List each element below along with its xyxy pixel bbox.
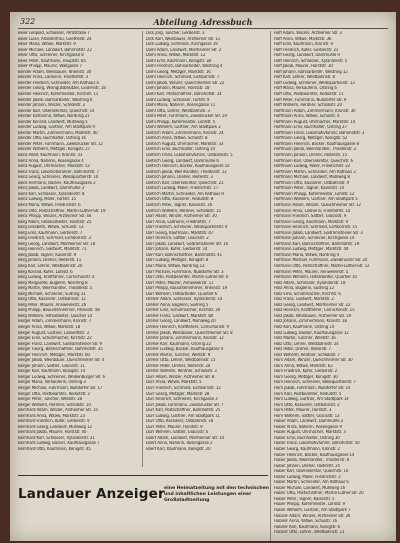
directory-entry: Benz Maria, Witwe, Friedrichstr. 6 <box>18 202 81 208</box>
directory-entry: Benz Franz, Lokomotivführer, Bahnhofstr. 7 <box>18 169 99 175</box>
directory-entry: Huber Johann, Dreher, Reiterstr. 25 <box>274 463 340 469</box>
directory-entry: Huber Karl, Obersekretär, Queichstr. 10 <box>274 469 349 475</box>
directory-entry: Berger Adam, Zimmermann, Kronstr. 7 <box>18 319 92 325</box>
directory-entry: Dörr Ludwig, Metzger, Königstr. 8 <box>146 258 209 264</box>
directory-entry: Hoff Jakob, Maurer, Horststr. 30 <box>274 64 333 70</box>
directory-entry: Beier Leopold, Schlosser, Amtstraße 7 <box>18 31 90 36</box>
directory-entry: Dörr Johann, Küfer, Gerberstr. 14 <box>146 247 208 253</box>
directory-entry: Holz Johann, Zimmermann, Kronstr. 18 <box>274 319 347 325</box>
directory-entry: Dürr Georg, Metzger, Marktstr. 28 <box>146 391 210 397</box>
directory-entry: Hofmann Otto, Postschaffner, Martin-Luther-Str. 12 <box>274 263 370 269</box>
directory-entry: Horn Wilhelm, Sattler, Glacisstr. 13 <box>274 413 340 419</box>
directory-entry: Hoffmann Martin, Schneider, Am Rathaus 2 <box>274 169 356 175</box>
directory-entry: Berg Margarete, Büglerin, Nordring 8 <box>18 280 88 286</box>
directory-entry: Berger Jakob, Weinbauer, Queichheimer Str. 4 <box>18 358 105 364</box>
directory-entry: Bender Konrad, Landwirt, Mühlweg 5 <box>18 119 88 125</box>
directory-entry: Diehl Philipp, Küfermeister, Löhlstr. 5 <box>146 119 216 125</box>
directory-entry: Bernhard Adam, Winzer, Arzheimer Str. 15 <box>18 408 98 414</box>
directory-entry: Hofmann Ludwig, Metzger, Marktstr. 44 <box>274 247 349 253</box>
directory-entry: Berg Johann, Dreher, Reiterstr. 11 <box>18 258 82 264</box>
directory-entry: Hofmann Michael, Fuhrmann, Zweibrücker Str. 20 <box>274 258 368 264</box>
directory-entry: Huber Michael, Landwirt, Mühlweg 16 <box>274 485 346 491</box>
directory-entry: Dörr Philipp, Bauunternehmer, Rheinstr. 19 <box>146 286 228 292</box>
directory-entry: Berg Peter, Maurer, Annweilerstr. 26 <box>18 302 87 308</box>
directory-entry: Dietrich Ludwig, Maler, Friedrichstr. 17 <box>146 186 219 192</box>
directory-entry: Hofmann Johann, Schreiner, Kirchgasse 14 <box>274 236 355 242</box>
directory-entry: Huber Anna, Näherin, Rosengasse 9 <box>274 424 342 430</box>
directory-entry: Huber Georg, Kaufmann, Kronstr. 2 <box>274 447 340 453</box>
directory-entry: Hofmann Karl, Bahnschaffner, Bahnhofstr. 19 <box>274 241 360 247</box>
directory-entry: Berg Heinrich, Gastwirt, Marktstr. 71 <box>18 247 87 253</box>
directory-entry: Dörr Peter, Maurer, Annweilerstr. 11 <box>146 280 214 286</box>
directory-entry: Holz Jakob, Weinbauer, Arzheimer Str. 19 <box>274 313 352 319</box>
directory-entry: Dörr Jakob, Landwirt, Godramsteiner Str. 16 <box>146 241 229 247</box>
directory-entry: Dietrich Otto, Kassierer, Reduitstr. 8 <box>146 197 214 203</box>
directory-entry: Dörr Maria, Witwe, Nordring 13 <box>146 263 205 269</box>
directory-entry: Berg Friedrich, Schmied, Eichbornstr. 3 <box>18 236 91 242</box>
directory-entry: Dreher Franz, Gastwirt, Marktstr. 80 <box>146 313 214 319</box>
directory-entry: Hofmann Georg, Kaufmann, Marktstr. 9 <box>274 219 348 225</box>
directory-entry: Dick Jörg, Tüncher, Gerberstr. 3 <box>146 31 205 36</box>
directory-entry: Hoff Friedrich, Küfer, Gerberstr. 21 <box>274 47 339 53</box>
directory-entry: Berg Adam, Fabrikarbeiter, Horststr. 25 <box>18 219 92 225</box>
directory-entry: Bernhard Georg, Landwirt, Mühlweg 12 <box>18 424 92 430</box>
directory-entry: Berger Anna, Witwe, Marktstr. 18 <box>18 324 81 330</box>
directory-entry: Hoffmann Emil, Buchhalter, Ostring 27 <box>274 125 347 131</box>
directory-entry: Horn Peter, Maurer, Horststr. 3 <box>274 408 332 414</box>
directory-entry: Diehl Georg, Metzger, Marktstr. 16 <box>146 69 211 75</box>
directory-entry: Berg Georg, Landwirt, Mörlheimer Str. 18 <box>18 241 96 247</box>
directory-entry: Bender Heinrich, Küfermeister, Kirchstr. 11 <box>18 92 99 98</box>
directory-entry: Dietrich Karl, Obersekretär, Queichstr. 21 <box>146 180 224 186</box>
directory-entry: Hoffmann Wilhelm, Gärtner, Am Stadtpark 5 <box>274 197 358 203</box>
directory-entry: Beier Otto, Schreiner, Kirchgasse 8 <box>18 53 84 59</box>
directory-entry: Horn Jakob, Fuhrmann, Nußdorfer Str. 14 <box>274 386 351 391</box>
directory-entry: Berg Philipp, Bauunternehmer, Rheinstr. 48 <box>18 308 100 314</box>
directory-entry: Dietrich Johann, Dreher, Reiterstr. 3 <box>146 175 213 181</box>
directory-entry: Bender Katharina, Witwe, Nordring 21 <box>18 114 90 120</box>
directory-entry: Beier Michael, Landwirt, Bahnhofstr. 22 <box>18 47 92 53</box>
directory-entry: Diehl Maria, Näherin, Rosengasse 11 <box>146 103 216 109</box>
directory-entry: Beier Philipp, Maurer, Wallgasse 7 <box>18 64 82 70</box>
directory-entry: Huber Adam, Landwirt, Dammühle 2 <box>274 419 344 425</box>
directory-entry: Benz Anna, Näherin, Rosengasse 4 <box>18 158 84 164</box>
directory-entry: Hoffmann Heinrich, Bäcker, Kaufhausgasse 8 <box>274 141 359 147</box>
directory-entry: Berg Elisabeth, Witwe, Schulstr. 13 <box>18 225 84 231</box>
directory-entry: Berg Otto, Kassierer, Ostbahnstr. 12 <box>18 297 86 303</box>
directory-entry: Hoffmann Jakob, Weinhändler, Theaterstr. 2 <box>274 147 357 153</box>
directory-entry: Huber Martin, Schneider, Am Rathaus 6 <box>274 480 349 486</box>
directory-entry: Benz Karl, Schlosser, Xylanderstr. 8 <box>18 191 85 197</box>
directory-entry: Dietrich Heinrich, Bäcker, Kaufhausgasse 10 <box>146 164 230 170</box>
directory-entry: Dörr Michael, Fuhrmann, Nußdorfer Str. 3 <box>146 269 224 275</box>
directory-entry: Ebert Anna, Näherin, Rosengasse 2 <box>146 441 213 447</box>
directory-entry: Holz Anna, Büglerin, Südring 12 <box>274 286 334 292</box>
directory-entry: Bender Martin, Zimmermann, Marktstr. 40 <box>18 130 98 136</box>
directory-entry: Dietrich August, Uhrmacher, Marktstr. 33 <box>146 141 224 147</box>
directory-entry: Holz Ludwig, Bäcker, Kaufhausgasse 12 <box>274 330 349 336</box>
directory-entry: Dreher Karl, Kaufmann, Ostring 22 <box>146 341 212 347</box>
directory-entry: Hoffmann Philipp, Küfermeister, Löhlstr. 12 <box>274 191 355 197</box>
directory-entry: Hoff Peter, Fuhrmann, Nußdorfer Str. 9 <box>274 97 347 103</box>
directory-entry: Berger Georg, Bahnschaffner, Bahnhofstr. 35 <box>18 347 103 353</box>
directory-entry: Hoffmann Karl, Obersekretär, Queichstr. 6 <box>274 158 353 164</box>
directory-entry: Dreher Georg, Landwirt, Mühlweg 20 <box>146 319 216 325</box>
directory-entry: Dietrich Adam, Zimmermann, Kronstr. 24 <box>146 130 224 136</box>
directory-entry: Hoffmann Georg, Metzger, Königstr. 52 <box>274 136 348 142</box>
directory-entry: Ebert Adam, Landwirt, Mörlheimer Str. 14 <box>146 435 224 441</box>
directory-entry: Benz Adolf, Kaufmann, Kronstr. 33 <box>18 153 83 159</box>
directory-entry: Holz Peter, Dreher, Reiterstr. 7 <box>274 347 331 353</box>
directory-entry: Dietrich Emil, Buchhalter, Ostring 10 <box>146 147 215 153</box>
directory-entry: Bernhard Ludwig, Bäcker, Kaufhausgasse 7 <box>18 441 100 447</box>
directory-entry: Berger Ludwig, Schreiner, Weißenburger Str. 6 <box>18 374 106 380</box>
directory-entry: Bender Jakob, Bahnarbeiter, Westring 6 <box>18 97 93 103</box>
directory-entry: Dietrich Anna, Witwe, Schulstr. 8 <box>146 136 208 142</box>
directory-entry: Hofmann Adam, Winzer, Queichheimer Str. 12 <box>274 202 361 208</box>
directory-entry: Huber August, Uhrmacher, Marktstr. 3 <box>274 430 346 436</box>
directory-entry: Bender Georg, Weingutsbesitzer, Lindenstr. 18 <box>18 86 106 92</box>
directory-entry: Dietrich Wilhelm, Rentner, Schloßstr. 15 <box>146 208 221 214</box>
directory-entry: Dietrich Georg, Landwirt, Dammühle 6 <box>146 158 219 164</box>
directory-entry: Hoff Ludwig, Schreiner, Weißquartierstr. 13 <box>274 80 355 86</box>
directory-entry: Berg Michael, Schreiner, Südring 31 <box>18 291 86 297</box>
directory-entry: Benz Philipp, Winzer, Arzheimer Str. 44 <box>18 214 92 220</box>
directory-entry: Dürr Peter, Maurer, Horststr. 9 <box>146 424 203 430</box>
directory-entry: Benz Hermann, Bäcker, Kaufhausgasse 2 <box>18 180 96 186</box>
directory-entry: Hoff Otto, Postbeamter, Reduitstr. 11 <box>274 92 344 98</box>
advertisement-title: Landauer Anzeiger <box>18 486 165 502</box>
directory-entry: Hoff Wilhelm, Rentner, Schloßstr. 20 <box>274 103 342 109</box>
directory-entry: Dreher Jakob, Weinbauer, Queichheimer Str. 8 <box>146 330 233 336</box>
directory-entry: Horn Anna, Witwe, Marktstr. 62 <box>274 363 333 369</box>
directory-entry: Dürr Anna, Witwe, Marktstr. 5 <box>146 380 202 386</box>
directory-entry: Dürr Ludwig, Gärtner, Am Stadtpark 11 <box>146 413 220 419</box>
directory-entry: Dreher Ludwig, Bäcker, Kaufhausgasse 4 <box>146 347 224 353</box>
directory-entry: Hoffmann Anna, Witwe, Schulstr. 4 <box>274 114 340 120</box>
directory-entry: Diehl Karl, Postschaffner, Bahnhofstr. 14 <box>146 92 222 98</box>
directory-entry: Berger Emil, Schuhmacher, Kirchstr. 22 <box>18 336 92 342</box>
directory-entry: Dreher Peter, Dreher, Reiterstr. 20 <box>146 363 211 369</box>
directory-entry: Dick Karl, Weinbauer, Arzheimer Str. 11 <box>146 36 221 42</box>
directory-entry: Berg Ludwig, Kraftfahrer, Cornichonstr. 4 <box>18 275 95 281</box>
directory-entry: Diehl Ludwig, Schlosser, Fortstr. 9 <box>146 97 210 103</box>
directory-entry: Diehl Otto, Lehrer, Westbahnstr. 3 <box>146 108 210 114</box>
directory-entry: Hoffmann Franz, Lokomotivführer, Bahnhofstr. 3 <box>274 130 365 136</box>
directory-entry: Berger Wilhelm, Rentner, Schloßstr. 10 <box>18 402 91 408</box>
directory-entry: Dörr Georg, Kaufmann, Marktstr. 47 <box>146 230 214 236</box>
directory-entry: Holz Karl, Kaufmann, Ostring 14 <box>274 324 335 330</box>
directory-column-1 <box>18 31 138 467</box>
directory-entry: Hoff Karl, Lehrer, Westbahnstr. 8 <box>274 75 335 81</box>
directory-entry: Huber Heinrich, Bäcker, Kaufhausgasse 14 <box>274 452 355 458</box>
directory-entry: Berger Johann, Sattler, Glacisstr. 11 <box>18 363 85 369</box>
directory-entry: Hübner Otto, Lehrer, Westbahnstr. 11 <box>274 530 345 536</box>
directory-entry: Hoffmann Otto, Kassierer, Ostbahnstr. 9 <box>274 180 350 186</box>
directory-entry: Dreher Johann, Zimmermann, Kronstr. 12 <box>146 336 224 342</box>
directory-entry: Benz August, Uhrmacher, Marktstr. 52 <box>18 164 90 170</box>
directory-entry: Berg Jakob, Tagner, Kaiserstr. 9 <box>18 252 77 258</box>
page-number: 322 <box>20 17 36 26</box>
directory-entry: Bender Johann, Winzer, Schloßstr. 2 <box>18 103 86 109</box>
directory-entry: Benz Jakob, Landwirt, Dammühle 3 <box>18 186 85 192</box>
directory-entry: Hoff Johann, Bahnarbeiter, Westring 12 <box>274 69 348 75</box>
directory-entry: Hoff Georg, Landwirt, Dammühle 9 <box>274 53 340 59</box>
directory-entry: Dörr Karl, Bahnschaffner, Bahnhofstr. 41 <box>146 252 222 258</box>
directory-entry: Holz Adam, Schlosser, Xylanderstr. 18 <box>274 280 346 286</box>
directory-entry: Diehl Heinrich, Schmied, Eichbornstr. 7 <box>146 75 220 81</box>
column-divider <box>270 31 271 541</box>
directory-entry: Huber Wilhelm, Gärtner, Am Stadtpark 7 <box>274 508 351 514</box>
directory-entry: Diehl Friedrich, Bahnarbeiter, Westring 4 <box>146 64 223 70</box>
directory-entry: Hoff Anna, Witwe, Marktstr. 36 <box>274 36 332 42</box>
directory-entry: Berger Maria, Verkäuferin, Ostring 3 <box>18 380 86 386</box>
directory-entry: Hoffmann Peter, Tagner, Kaiserstr. 14 <box>274 186 344 192</box>
directory-entry: Hofmann Peter, Maurer, Annweilerstr. 5 <box>274 269 349 275</box>
directory-entry: Hofmann Friedrich, Sattler, Glacisstr. 9 <box>274 214 347 220</box>
column-divider <box>142 31 143 467</box>
directory-entry: Dreher Wilhelm, Rentner, Schloßstr. 3 <box>146 369 217 375</box>
directory-column-3 <box>274 31 394 541</box>
directory-entry: Dreher Emil, Schuhmacher, Kirchstr. 30 <box>146 308 221 314</box>
directory-entry: Bernhard Anna, Witwe, Marktstr. 23 <box>18 413 85 419</box>
directory-entry: Hofmann Anna, Ladnerin, Friedhofstr. 10 <box>274 208 351 214</box>
directory-entry: Hofmann Jakob, Landwirt, Godramsteiner Str. 3 <box>274 230 363 236</box>
directory-entry: Huber Philipp, Küfermeister, Löhlstr. 9 <box>274 502 345 508</box>
directory-page <box>10 12 396 541</box>
directory-entry: Beier Peter, Kaufmann, Hauptstr. 65 <box>18 58 86 64</box>
directory-entry: Bender Friedrich, Schneider, Am Rathaus 4 <box>18 80 99 86</box>
directory-entry: Hübner Adam, Winzer, Arzheimer Str. 26 <box>274 513 351 519</box>
directory-entry: Horn Friedrich, Küfer, Gerberstr. 2 <box>274 369 338 375</box>
directory-entry: Hoff Heinrich, Schlosser, Xylanderstr. 5 <box>274 58 348 64</box>
directory-entry: Dürr Heinrich, Schreiner, Kirchgasse 3 <box>146 397 218 403</box>
advertisement <box>18 475 268 538</box>
directory-entry: Holz Franz, Gastwirt, Marktstr. 2 <box>274 297 334 303</box>
directory-entry: Bernhard Karl, Schlosser, Xylanderstr. 21 <box>18 435 95 441</box>
directory-entry: Hoff Adam, Winzer, Arzheimer Str. 3 <box>274 31 342 36</box>
directory-entry: Dietrich Martin, Schneider, Am Rathaus 9 <box>146 191 224 197</box>
directory-entry: Berger Franz, Landwirt, Godramsteiner Str. 9 <box>18 341 102 347</box>
directory-entry: Bernhard Otto, Kaufmann, Königstr. 45 <box>18 447 91 453</box>
directory-entry: Berg Karl, Lehrer, Westbahnstr. 20 <box>18 263 83 269</box>
directory-entry: Bender Peter, Fuhrmann, Zweibrücker Str. 12 <box>18 141 103 147</box>
directory-entry: Diehl Wilhelm, Gärtner, Am Stadtpark 2 <box>146 125 221 131</box>
directory-entry: Hübner Karl, Kaufmann, Königstr. 6 <box>274 524 340 530</box>
directory-entry: Bender Adam, Weinbauer, Rheinstr. 30 <box>18 69 92 75</box>
directory-entry: Diehl Johann, Maurer, Horststr. 18 <box>146 86 210 92</box>
directory-entry: Berg Konrad, Küfer, Löhlstr. 6 <box>18 269 73 275</box>
directory-entry: Dürr Otto, Kassierer, Ostbahnstr. 18 <box>146 419 214 425</box>
directory-entry: Bender Wilhelm, Metzger, Königstr. 27 <box>18 147 90 153</box>
directory-entry: Diehl Jakob, Winzer, Queichheimer Str. 22 <box>146 80 225 86</box>
directory-entry: Bernhard Friedrich, Küfer, Gerberstr. 9 <box>18 419 90 425</box>
directory-entry: Holz Wilhelm, Rentner, Schloßstr. 7 <box>274 352 340 358</box>
directory-entry: Dreher Otto, Lehrer, Westbahnstr. 15 <box>146 358 216 364</box>
directory-entry: Berg Wilhelm, Hilfsarbeiter, Quartier 14 <box>18 313 93 319</box>
directory-entry: Hofmann Heinrich, Schmied, Eichbornstr. 15 <box>274 225 358 231</box>
directory-entry: Hoff Maria, Verkäuferin, Ostring 6 <box>274 86 337 92</box>
directory-entry: Holz Georg, Landwirt, Mörlheimer Str. 22 <box>274 302 351 308</box>
directory-entry: Huber Franz, Lokomotivführer, Bahnhofstr. 50 <box>274 441 360 447</box>
directory-entry: Hoffmann Ludwig, Maler, Friedrichstr. 22 <box>274 164 351 170</box>
directory-entry: Bender Karl, Obersekretär, Queichstr. 14 <box>18 108 95 114</box>
directory-entry: Hübner Anna, Witwe, Schulstr. 16 <box>274 519 338 525</box>
directory-entry: Horn Heinrich, Schreiner, Weißquartierstr. 7 <box>274 380 356 386</box>
directory-entry: Diehl Emil, Kaufmann, Königstr. 38 <box>146 58 211 64</box>
directory-entry: Berger Michael, Fuhrmann, Nußdorfer Str. 17 <box>18 386 103 391</box>
directory-entry: Berger Karl, Kaufmann, Königstr. 14 <box>18 369 86 375</box>
directory-entry: Dürr Wilhelm, Sattler, Glacisstr. 6 <box>146 430 209 436</box>
directory-entry: Bender Otto, Buchhalter, Ostring 16 <box>18 136 86 142</box>
directory-entry: Holz Martin, Tüncher, Weststr. 16 <box>274 336 336 342</box>
directory-entry: Diehl Adam, Landwirt, Mörlheimer Str. 2 <box>146 47 222 53</box>
directory-entry: Huber Jakob, Weinhändler, Theaterstr. 8 <box>274 458 350 464</box>
directory-entry: Bernhard Jakob, Maurer, Horststr. 40 <box>18 430 87 436</box>
directory-entry: Berger Peter, Tüncher, Weststr. 28 <box>18 397 82 403</box>
directory-entry: Huber Peter, Tagner, Kaiserstr. 5 <box>274 496 335 502</box>
directory-entry: Benz Georg, Schreiner, Weißquartierstr. 10 <box>18 175 99 181</box>
directory-entry: Diehl Peter, Fuhrmann, Zweibrücker Str. 29 <box>146 114 227 120</box>
directory-entry: Dreher Martin, Tüncher, Weststr. 9 <box>146 352 211 358</box>
directory-entry: Hoffmann Michael, Landwirt, Mühlweg 8 <box>274 175 350 181</box>
directory-entry: Dürr Friedrich, Schmied, Eichbornstr. 12 <box>146 386 221 391</box>
directory-entry: Dörr Otto, Postbeamter, Martin-Luther-Str. 6 <box>146 275 229 281</box>
directory-entry: Dietrich Peter, Tagner, Kaiserstr. 26 <box>146 202 213 208</box>
directory-entry: Dietrich Franz, Lokomotivführer, Ostbahnstr. 5 <box>146 153 233 159</box>
directory-entry: Benz Otto, Postschaffner, Martin-Luther-Str. 19 <box>18 208 106 214</box>
directory-entry: Holz Heinrich, Kraftfahrer, Cornichonstr. 15 <box>274 308 355 314</box>
directory-entry: Dörr Heinrich, Sattler, Glacisstr. 2 <box>146 236 209 242</box>
directory-entry: Huber Ludwig, Maler, Friedrichstr. 3 <box>274 474 341 480</box>
directory-entry: Dörr Wilhelm, Hilfsarbeiter, Quartier 6 <box>146 291 218 297</box>
directory-entry: Hoff Emil, Kaufmann, Kronstr. 9 <box>274 42 333 48</box>
directory-entry: Dürr Karl, Postschaffner, Bahnhofstr. 25 <box>146 408 221 414</box>
directory-entry: Berger August, Gärtner, Lazarettstr. 3 <box>18 330 89 336</box>
directory-entry: Horn Georg, Metzger, Königstr. 30 <box>274 374 338 380</box>
directory-entry: Dick Ludwig, Schreiner, Kirchgasse 19 <box>146 42 218 48</box>
directory-entry: Hoffmann Johann, Dreher, Reiterstr. 15 <box>274 153 348 159</box>
directory-entry: Hoffmann Adam, Zimmermann, Kronstr. 30 <box>274 108 356 114</box>
directory-entry: Horn Karl, Postbeamter, Reduitstr. 5 <box>274 391 342 397</box>
directory-entry: Dürr Jakob, Fuhrmann, Zweibrücker Str. 7 <box>146 402 224 408</box>
directory-entry: Dreher Anna, Büglerin, Südring 5 <box>146 302 209 308</box>
directory-entry: Beier Luise, Arbeiterfrau, Goethestr. 24 <box>18 36 92 42</box>
directory-entry: Beier Maria, Witwe, Marktstr. 9 <box>18 42 76 48</box>
directory-entry: Dreher Heinrich, Kraftfahrer, Cornichonstr. 9 <box>146 324 229 330</box>
directory-entry: Hofmann Maria, Witwe, Nordring 4 <box>274 252 340 258</box>
directory-column-2 <box>146 31 266 467</box>
directory-entry: Berger Otto, Postbeamter, Reduitstr. 2 <box>18 391 90 397</box>
directory-entry: Dörr Adam, Winzer, Arzheimer Str. 30 <box>146 214 217 220</box>
directory-entry: Ebert Karl, Kaufmann, Königstr. 20 <box>146 447 211 453</box>
directory-entry: Berg Martin, Weinhändler, Theaterstr. 5 <box>18 286 93 292</box>
directory-entry: Berger Heinrich, Metzger, Marktstr. 60 <box>18 352 90 358</box>
directory-entry: Diehl Anna, Witwe, Marktstr. 12 <box>146 53 206 59</box>
directory-entry: Benz Ludwig, Maler, Fortstr. 15 <box>18 197 76 203</box>
directory-entry: Dietrich Jakob, Weinhändler, Theaterstr. 12 <box>146 169 227 175</box>
directory-entry: Bender Anna, Ladnerin, Friedhofstr. 3 <box>18 75 88 81</box>
page-title: Abteilung Adressbuch <box>153 17 253 27</box>
directory-entry: Dürr Adam, Winzer, Arzheimer Str. 8 <box>146 374 215 380</box>
directory-entry: Bender Ludwig, Gärtner, Am Stadtpark 9 <box>18 125 95 131</box>
header-rule <box>18 28 388 29</box>
directory-entry: Dörr Friedrich, Schreiner, Weißquartierstr. 4 <box>146 225 228 231</box>
directory-entry: Hofmann Wilhelm, Hilfsarbeiter, Quartier 10 <box>274 275 357 281</box>
directory-entry: Horn Adam, Winzer, Queichheimer Str. 30 <box>274 358 353 364</box>
directory-entry: Hoffmann August, Uhrmacher, Marktstr. 14 <box>274 119 356 125</box>
directory-entry: Holz Emil, Schuhmacher, Kirchstr. 6 <box>274 291 341 297</box>
directory-entry: Holz Otto, Lehrer, Westbahnstr. 24 <box>274 341 339 347</box>
directory-entry: Huber Otto, Postschaffner, Martin-Luther-Str. 20 <box>274 491 364 497</box>
advertisement-text: eine Heimatzeitung mit den technischen und inhaltlichen Leistungen einer Großstadtzeitung <box>164 486 269 503</box>
directory-entry: Horn Otto, Kassierer, Ostbahnstr. 2 <box>274 402 340 408</box>
directory-entry: Dörr Anna, Ladnerin, Friedhofstr. 7 <box>146 219 211 225</box>
directory-entry: Huber Emil, Buchhalter, Ostring 30 <box>274 435 340 441</box>
directory-entry: Horn Ludwig, Gärtner, Am Stadtpark 14 <box>274 397 349 403</box>
directory-entry: Dreher Adam, Schlosser, Xylanderstr. 14 <box>146 297 223 303</box>
directory-entry: Berg Emil, Kaufmann, Gerberstr. 7 <box>18 230 83 236</box>
